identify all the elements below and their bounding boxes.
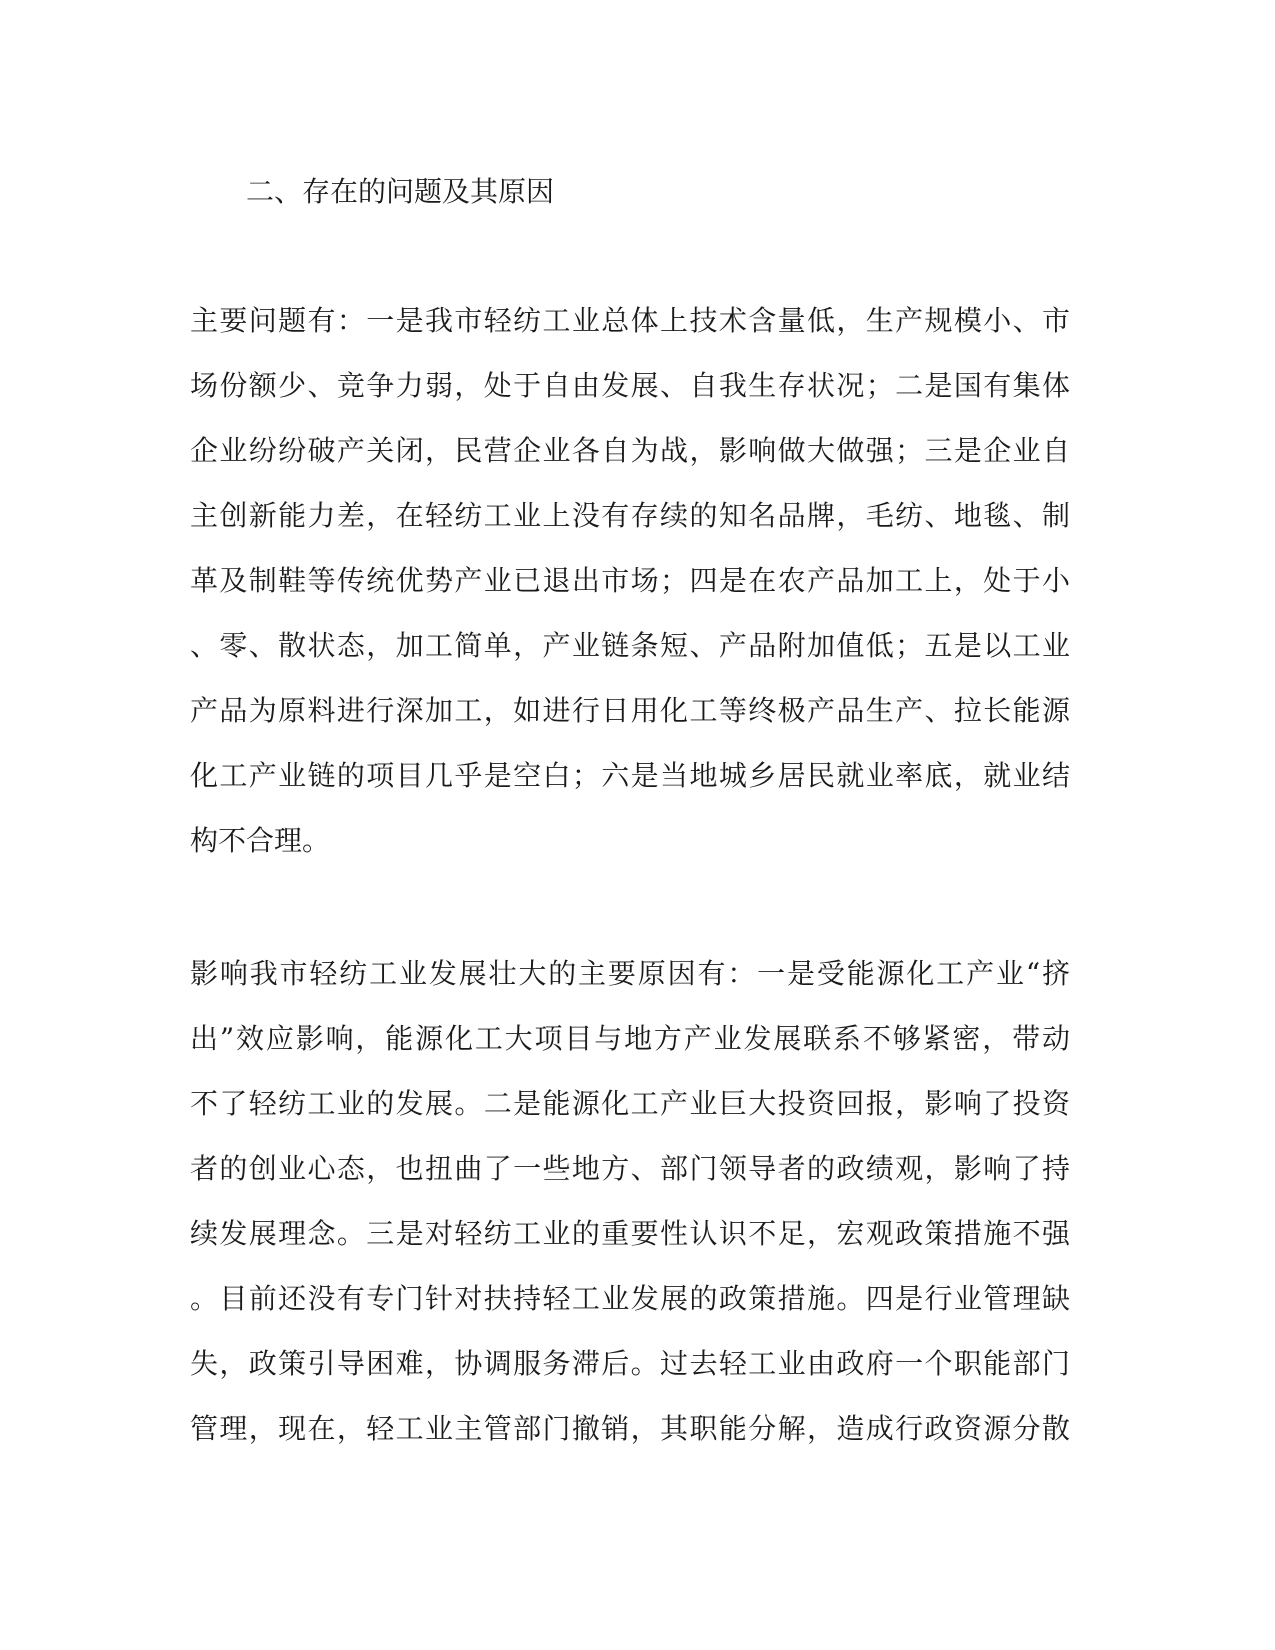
paragraph-main-problems (190, 288, 1070, 873)
paragraph-line: 者的创业心态，也扭曲了一些地方、部门领导者的政绩观，影响了持 (190, 1152, 1070, 1185)
paragraph-line: 出”效应影响，能源化工大项目与地方产业发展联系不够紧密，带动 (190, 1022, 1070, 1055)
paragraph-line: 影响我市轻纺工业发展壮大的主要原因有：一是受能源化工产业“挤 (190, 957, 1070, 990)
paragraph-line: 场份额少、竞争力弱，处于自由发展、自我生存状况；二是国有集体 (190, 369, 1070, 402)
paragraph-line: 、零、散状态，加工简单，产业链条短、产品附加值低；五是以工业 (190, 629, 1070, 662)
paragraph-line: 革及制鞋等传统优势产业已退出市场；四是在农产品加工上，处于小 (190, 564, 1070, 597)
paragraph-line: 管理，现在，轻工业主管部门撤销，其职能分解，造成行政资源分散 (190, 1412, 1070, 1445)
paragraph-line: 主要问题有：一是我市轻纺工业总体上技术含量低，生产规模小、市 (190, 304, 1070, 337)
paragraph-main-causes (190, 941, 1070, 1461)
paragraph-line: 续发展理念。三是对轻纺工业的重要性认识不足，宏观政策措施不强 (190, 1217, 1070, 1250)
paragraph-line: 企业纷纷破产关闭，民营企业各自为战，影响做大做强；三是企业自 (190, 434, 1070, 467)
paragraph-line: 产品为原料进行深加工，如进行日用化工等终极产品生产、拉长能源 (190, 694, 1070, 727)
paragraph-line: 化工产业链的项目几乎是空白；六是当地城乡居民就业率底，就业结 (190, 759, 1070, 792)
section-heading: 二、存在的问题及其原因 (246, 175, 555, 208)
paragraph-line: 。目前还没有专门针对扶持轻工业发展的政策措施。四是行业管理缺 (190, 1282, 1070, 1315)
paragraph-line: 失，政策引导困难，协调服务滞后。过去轻工业由政府一个职能部门 (190, 1347, 1070, 1380)
paragraph-line: 构不合理。 (190, 824, 331, 857)
paragraph-line: 主创新能力差，在轻纺工业上没有存续的知名品牌，毛纺、地毯、制 (190, 499, 1070, 532)
paragraph-line: 不了轻纺工业的发展。二是能源化工产业巨大投资回报，影响了投资 (190, 1087, 1070, 1120)
